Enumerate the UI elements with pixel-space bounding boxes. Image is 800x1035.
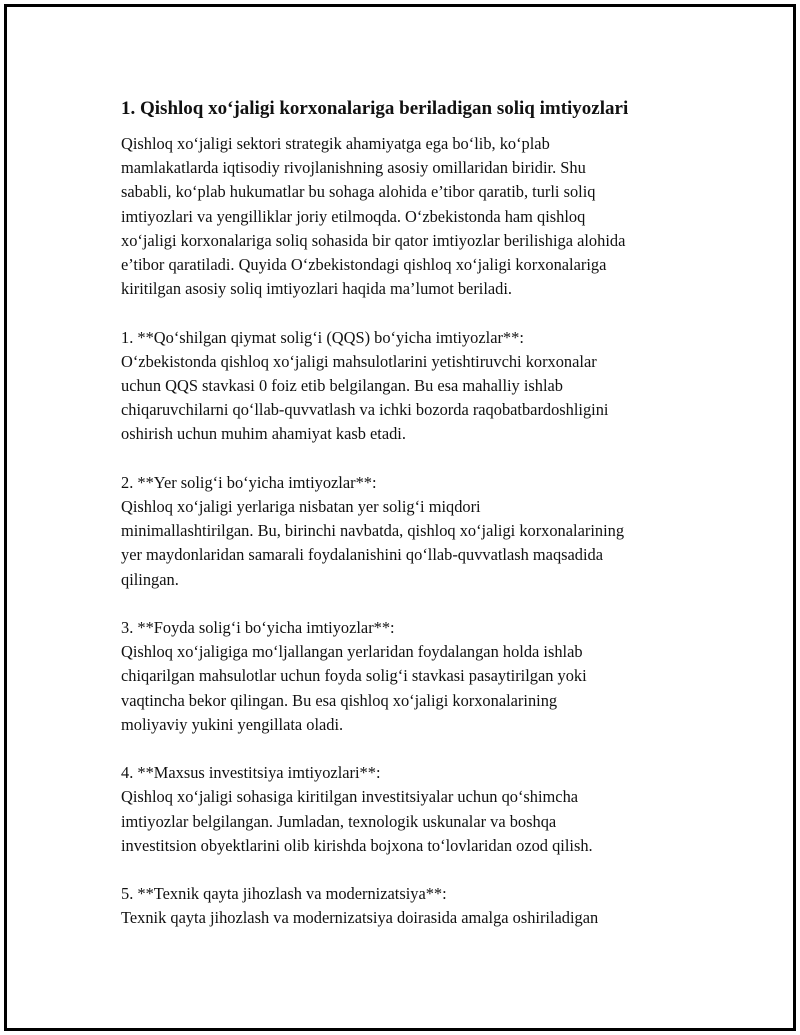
list-item bbox=[121, 882, 693, 930]
list-item-body: Qishloq xo‘jaligi sohasiga kiritilgan investitsiyalar uchun qo‘shimcha imtiyozlar belgilangan. Jumladan, texnologik uskunalar va boshqa investitsion obyektlarini olib kirishda bojxona to‘lovlaridan ozod qilish. bbox=[121, 787, 593, 855]
list-item-body: Texnik qayta jihozlash va modernizatsiya doirasida amalga oshiriladigan bbox=[121, 908, 599, 928]
list-item-heading: 2. **Yer solig‘i bo‘yicha imtiyozlar**: bbox=[121, 472, 377, 492]
list-item-heading: 3. **Foyda solig‘i bo‘yicha imtiyozlar**: bbox=[121, 618, 395, 638]
document-body bbox=[121, 97, 693, 955]
list-item bbox=[121, 326, 693, 447]
intro-paragraph: Qishloq xo‘jaligi sektori strategik ahamiyatga ega bo‘lib, ko‘plab mamlakatlarda iqtisodiy rivojlanishning asosiy omillaridan biridir. Shu sababli, ko‘plab hukumatlar bu sohaga alohida e’tibor qaratib, turli soliq imtiyozlari va yengilliklar joriy etilmoqda. O‘zbekistonda ham qishloq xo‘jaligi korxonalariga soliq sohasida bir qator imtiyozlar berilishiga alohida e’tibor qaratiladi. Quyida O‘zbekistondagi qishloq xo‘jaligi korxonalariga kiritilgan asosiy soliq imtiyozlari haqida ma’lumot beriladi. bbox=[121, 134, 626, 299]
page-frame bbox=[4, 4, 796, 1031]
list-item-heading: 5. **Texnik qayta jihozlash va modernizatsiya**: bbox=[121, 884, 447, 904]
document-title: 1. Qishloq xo‘jaligi korxonalariga beriladigan soliq imtiyozlari bbox=[121, 98, 629, 119]
list-item bbox=[121, 616, 693, 737]
list-item-body: Qishloq xo‘jaligi yerlariga nisbatan yer solig‘i miqdori minimallashtirilgan. Bu, birinchi navbatda, qishloq xo‘jaligi korxonalarining yer maydonlaridan samarali foydalanishini qo‘llab-quvvatlash maqsadida qilingan. bbox=[121, 497, 625, 589]
list-item bbox=[121, 761, 693, 858]
list-item-heading: 4. **Maxsus investitsiya imtiyozlari**: bbox=[121, 763, 381, 783]
list-item-body: Qishloq xo‘jaligiga mo‘ljallangan yerlaridan foydalangan holda ishlab chiqarilgan mahsulotlar uchun foyda solig‘i stavkasi pasaytirilgan yoki vaqtincha bekor qilingan. Bu esa qishloq xo‘jaligi korxonalarining moliyaviy yukini yengillata oladi. bbox=[121, 642, 587, 734]
list-item-body: O‘zbekistonda qishloq xo‘jaligi mahsulotlarini yetishtiruvchi korxonalar uchun QQS stavkasi 0 foiz etib belgilangan. Bu esa mahalliy ishlab chiqaruvchilarni qo‘llab-quvvatlash va ichki bozorda raqobatbardoshligini oshirish uchun muhim ahamiyat kasb etadi. bbox=[121, 351, 609, 444]
list-item-heading: 1. **Qo‘shilgan qiymat solig‘i (QQS) bo‘yicha imtiyozlar**: bbox=[121, 327, 524, 347]
list-item bbox=[121, 471, 693, 592]
